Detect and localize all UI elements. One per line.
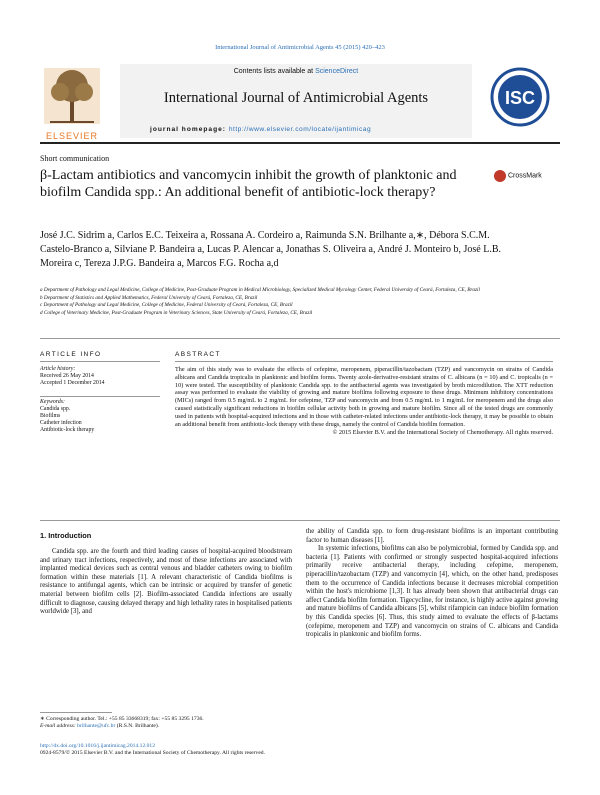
received-date: Received 26 May 2014 (40, 373, 94, 379)
affiliation-d: d College of Veterinary Medicine, Post-Graduate Program in Veterinary Sciences, State University of Ceará, Fortaleza, CE, Brazil (40, 309, 313, 316)
keyword-item: Antibiotic-lock therapy (40, 427, 95, 433)
journal-reference[interactable]: International Journal of Antimicrobial Agents 45 (2015) 420–423 (215, 44, 385, 51)
elsevier-wordmark: ELSEVIER (45, 131, 99, 141)
doi-link[interactable]: http://dx.doi.org/10.1016/j.ijantimicag.2014.12.012 (40, 743, 156, 749)
contents-prefix: Contents lists available at (233, 68, 316, 75)
isc-society-icon (488, 66, 552, 128)
paragraph: the ability of Candida spp. to form drug-resistant biofilms is an important contributing factor to human diseases [1]. (306, 528, 558, 544)
email-line (40, 723, 300, 730)
journal-homepage (150, 126, 371, 133)
footnote (40, 716, 300, 730)
body-column-2 (306, 528, 558, 640)
homepage-label: journal homepage: (150, 126, 229, 133)
crossmark-badge[interactable] (494, 170, 542, 182)
paragraph: In systemic infections, biofilms can also be polymicrobial, formed by Candida spp. and bacteria [1]. Patients with confirmed or strongly suspected hospital-acquired infections primarily receive antibacterial therapy, including cefepime, meropenem, piperacillin/tazobactam (TZP) and vancomycin [4], which, on the other hand, predisposes them to the occurrence of Candida infections because it decreases microbial competition within the host's microbiome [1,3]. It has already been shown that antibacterial drugs can affect Candida biofilm formation. Tigecycline, for instance, is highly active against growing and mature biofilms of Candida albicans [5], whilst rifampicin can induce biofilm formation by this Candida species [6]. Thus, this study aimed to evaluate the effects of β-lactams (cefepime, meropenem and TZP) and vancomycin on strains of C. albicans and Candida tropicalis in planktonic and biofilm forms. (306, 545, 558, 639)
section-heading-introduction: 1. Introduction (40, 531, 92, 540)
body-column-1: Candida spp. are the fourth and third leading causes of hospital-acquired bloodstream and urinary tract infections, respectively, and most of these infections are associated with implanted medical devices such as central venous and bladder catheters owing to biofilm formation within these materials [1]. A relevant characteristic of Candida biofilms is resistance to antifungal agents, which can be intrinsic or acquired by transfer of genetic material between biofilm cells [2]. Biofilm-associated Candida infections are usually difficult to diagnose, causing delayed therapy and high lethality rates in hospitalised patients worldwide [3], and (40, 548, 292, 616)
article-type: Short communication (40, 154, 110, 163)
keyword-item: Candida spp. (40, 406, 71, 412)
email-link[interactable]: brilhante@ufc.br (77, 723, 116, 729)
isc-logo-text: ISC (504, 88, 536, 108)
abstract-text: The aim of this study was to evaluate the effects of cefepime, meropenem, piperacillin/tazobactam (TZP) and vancomycin on strains of Candida albicans and Candida tropicalis in planktonic and biofilm forms. Twenty azole-derivative-resistant strains of C. albicans (n = 10) and C. tropicalis (n = 10) were tested. The susceptibility of planktonic Candida spp. to the antibacterial agents was investigated by broth microdilution. The XTT reduction assay was performed to evaluate the viability of growing and mature biofilms following exposure to these drugs. Minimum inhibitory concentrations (MICs) ranged from 0.5 mg/mL to 2 mg/mL for cefepime, TZP and vancomycin and from 0.5 mg/mL to 1 mg/mL for meropenem and the drugs also caused statistically significant reductions in biofilm cellular activity both in growing and mature biofilm. Since all of the tested drugs are commonly used in patients with hospital-acquired infections and in those with catheter-related infections under antibiotic-lock therapy, it may be possible to obtain an additional benefit from antibiotic-lock therapy with these drugs, namely the control of Candida biofilm formation. (175, 366, 553, 428)
isc-logo (488, 66, 552, 128)
keyword-item: Catheter infection (40, 420, 82, 426)
article-history (40, 366, 105, 387)
author-list: José J.C. Sidrim a, Carlos E.C. Teixeira a, Rossana A. Cordeiro a, Raimunda S.N. Brilhante a,∗, Débora S.C.M. Castelo-Branco a, Silviane P. Bandeira a, Lucas P. Alencar a, Jonathas S. Oliveira a, André J. Monteiro b, José L.B. Moreira c, Tereza J.P.G. Bandeira a, Marcos F.G. Rocha a,d (40, 230, 502, 269)
corresponding-author: ∗ Corresponding author. Tel.: +55 85 33668319; fax: +55 85 3295 1736. (40, 716, 204, 722)
keywords-rule (40, 396, 160, 397)
affiliation-c: c Department of Pathology and Legal Medicine, College of Medicine, Federal University of Ceará, Fortaleza, CE, Brazil (40, 302, 293, 309)
elsevier-tree-icon (40, 64, 104, 128)
keyword-item: Biofilms (40, 413, 61, 419)
abstract-rule (175, 361, 553, 362)
sciencedirect-link[interactable]: ScienceDirect (315, 68, 359, 75)
header-rule (40, 142, 560, 144)
page-footer (40, 743, 440, 758)
abstract-heading: ABSTRACT (175, 351, 221, 358)
affiliation-a: a Department of Pathology and Legal Medicine, College of Medicine, Post-Graduate Program in Medical Microbiology, Specialized Medical Mycology Center, Federal University of Ceará, Fortaleza, CE, Brazil (40, 287, 480, 293)
affiliation-rule (40, 338, 560, 339)
abstract-bottom-rule (40, 520, 560, 521)
crossmark-icon (494, 170, 506, 182)
contents-line (120, 68, 472, 75)
email-suffix: (R.S.N. Brilhante). (115, 723, 160, 729)
crossmark-label: CrossMark (507, 172, 542, 180)
elsevier-logo (40, 64, 104, 140)
footnote-rule (40, 712, 112, 713)
article-info-heading: ARTICLE INFO (40, 351, 102, 358)
affiliation-b: b Department of Statistics and Applied Mathematics, Federal University of Ceará, Fortaleza, CE, Brazil (40, 294, 258, 301)
email-label: E-mail address: (40, 723, 78, 729)
keywords (40, 399, 94, 434)
issn-line: 0924-8579/© 2015 Elsevier B.V. and the International Society of Chemotherapy. All rights reserved. (40, 750, 265, 757)
history-label: Article history: (40, 366, 76, 372)
abstract-body (175, 366, 553, 437)
affiliations (40, 287, 540, 317)
article-info-rule (40, 361, 160, 362)
accepted-date: Accepted 1 December 2014 (40, 380, 105, 386)
journal-title: International Journal of Antimicrobial Agents (163, 90, 429, 106)
article-title: β-Lactam antibiotics and vancomycin inhibit the growth of planktonic and biofilm Candida spp.: An additional benefit of antibiotic-lock therapy? (40, 168, 457, 200)
homepage-link[interactable]: http://www.elsevier.com/locate/ijantimicag (228, 126, 372, 133)
keywords-label: Keywords: (40, 399, 65, 405)
abstract-copyright: © 2015 Elsevier B.V. and the International Society of Chemotherapy. All rights reserved. (332, 429, 553, 437)
